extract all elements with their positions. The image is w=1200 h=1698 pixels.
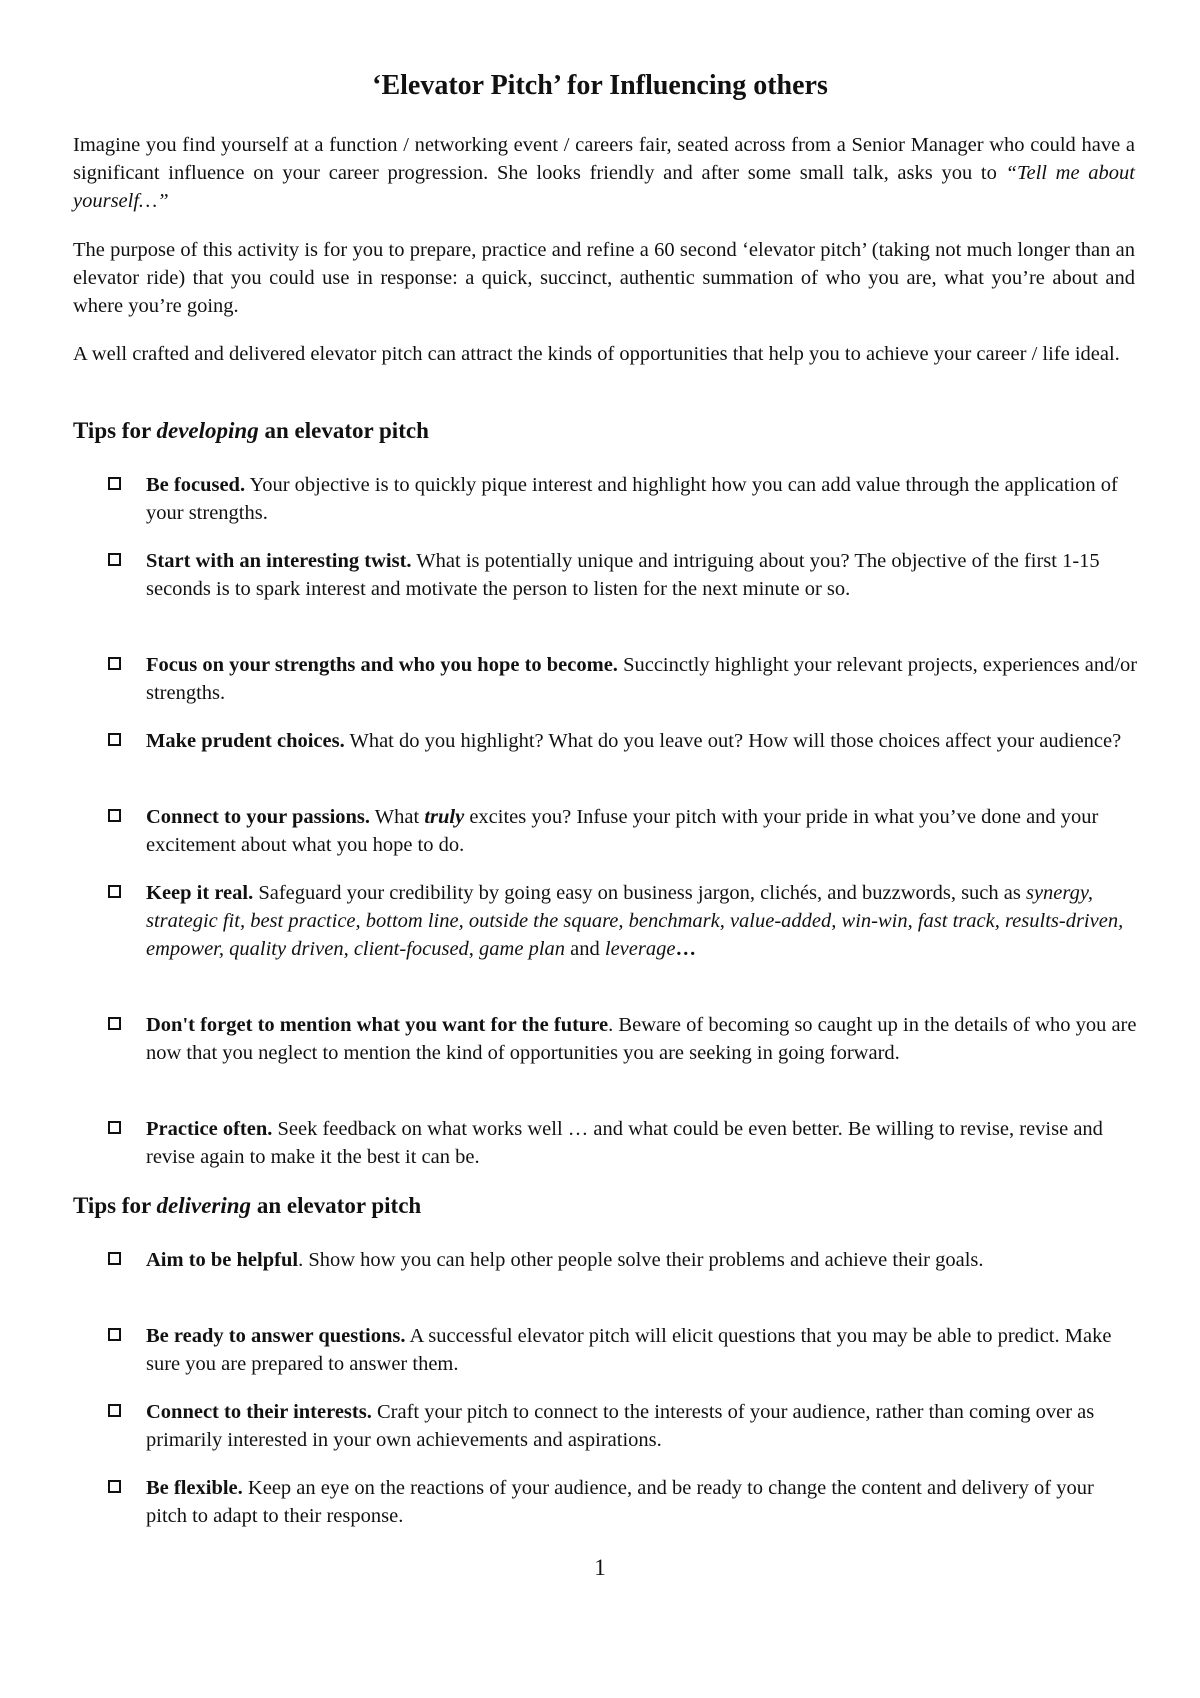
checkbox-icon — [108, 1252, 121, 1265]
tip-title: Don't forget to mention what you want for the future — [146, 1014, 609, 1036]
tip-title: Be flexible. — [146, 1477, 243, 1499]
tip-text-cont: and — [565, 938, 605, 960]
tip-title: Be focused. — [146, 474, 246, 496]
tip-buzzword-leverage: leverage — [604, 938, 676, 960]
developing-heading-emphasis: developing — [156, 418, 259, 443]
developing-tip-4 — [108, 727, 1138, 755]
developing-tip-6 — [108, 879, 1138, 963]
tip-text: A successful elevator pitch will elicit questions that you may be able to predict. Make sure you are prepared to answer them. — [146, 1325, 1112, 1375]
tip-title: Connect to their interests. — [146, 1401, 372, 1423]
tip-title: Aim to be helpful — [146, 1249, 299, 1271]
checkbox-icon — [108, 1328, 121, 1341]
checkbox-icon — [108, 657, 121, 670]
tip-title: Connect to your passions. — [146, 806, 371, 828]
checkbox-icon — [108, 1404, 121, 1417]
developing-heading-suffix: an elevator pitch — [258, 418, 429, 443]
intro-paragraph-1-text: Imagine you find yourself at a function / networking event / careers fair, seated across from a Senior Manager who could have a significant influence on your career progression. She looks friendly and after some small talk, asks you to — [73, 134, 1135, 184]
tip-emphasis: truly — [424, 806, 465, 828]
checkbox-icon — [108, 1480, 121, 1493]
developing-heading — [73, 418, 429, 444]
checkbox-icon — [108, 1121, 121, 1134]
tip-ellipsis: … — [675, 938, 696, 960]
tip-title: Be ready to answer questions. — [146, 1325, 406, 1347]
tip-title: Start with an interesting twist. — [146, 550, 412, 572]
checkbox-icon — [108, 1017, 121, 1030]
tip-text: . Beware of becoming so caught up in the details of who you are now that you neglect to mention the kind of opportunities you are seeking in going forward. — [146, 1014, 1137, 1064]
intro-quote: “Tell me about yourself…” — [73, 162, 1135, 212]
tip-text-cont: excites you? Infuse your pitch with your pride in what you’ve done and your excitement about what you hope to do. — [146, 806, 1099, 856]
delivering-heading — [73, 1193, 421, 1219]
tip-text: Keep an eye on the reactions of your audience, and be ready to change the content and delivery of your pitch to adapt to their response. — [146, 1477, 1094, 1527]
delivering-heading-prefix: Tips for — [73, 1193, 157, 1218]
checkbox-icon — [108, 885, 121, 898]
tip-text: What do you highlight? What do you leave out? How will those choices affect your audience? — [344, 730, 1122, 752]
tip-text: Succinctly highlight your relevant projects, experiences and/or strengths. — [146, 654, 1138, 704]
checkbox-icon — [108, 733, 121, 746]
checkbox-icon — [108, 477, 121, 490]
checkbox-icon — [108, 809, 121, 822]
tip-title: Keep it real. — [146, 882, 254, 904]
delivering-tip-3 — [108, 1398, 1138, 1454]
tip-title: Make prudent choices. — [146, 730, 345, 752]
tip-title: Focus on your strengths and who you hope to become. — [146, 654, 618, 676]
developing-tip-3 — [108, 651, 1138, 707]
developing-tip-2 — [108, 547, 1138, 603]
tip-text: Safeguard your credibility by going easy on business jargon, clichés, and buzzwords, such as — [253, 882, 1026, 904]
intro-paragraph-1 — [73, 131, 1135, 215]
intro-paragraph-2: The purpose of this activity is for you to prepare, practice and refine a 60 second ‘elevator pitch’ (taking not much longer than an elevator ride) that you could use in response: a quick, succinct, authentic summation of who you are, what you’re about and where you’re going. — [73, 239, 1135, 317]
page-number: 1 — [594, 1555, 606, 1580]
developing-tip-8 — [108, 1115, 1138, 1171]
delivering-heading-emphasis: delivering — [156, 1193, 252, 1218]
tip-text: Seek feedback on what works well … and what could be even better. Be willing to revise, revise and revise again to make it the best it can be. — [146, 1118, 1103, 1168]
tip-text: Craft your pitch to connect to the interests of your audience, rather than coming over as primarily interested in your own achievements and aspirations. — [146, 1401, 1095, 1451]
developing-tip-1 — [108, 471, 1138, 527]
checkbox-icon — [108, 553, 121, 566]
delivering-tip-4 — [108, 1474, 1138, 1530]
tip-text: . Show how you can help other people solve their problems and achieve their goals. — [298, 1249, 984, 1271]
developing-tip-5 — [108, 803, 1138, 859]
tip-text: What is potentially unique and intriguing about you? The objective of the first 1-15 seconds is to spark interest and motivate the person to listen for the next minute or so. — [146, 550, 1100, 600]
intro-paragraph-3: A well crafted and delivered elevator pitch can attract the kinds of opportunities that help you to achieve your career / life ideal. — [73, 343, 1120, 365]
tip-text: What — [370, 806, 425, 828]
page-title: ‘Elevator Pitch’ for Influencing others — [372, 70, 828, 101]
delivering-tip-2 — [108, 1322, 1138, 1378]
delivering-heading-suffix: an elevator pitch — [251, 1193, 422, 1218]
tip-text: Your objective is to quickly pique interest and highlight how you can add value through the application of your strengths. — [146, 474, 1118, 524]
delivering-tip-1 — [108, 1246, 1138, 1274]
tip-title: Practice often. — [146, 1118, 273, 1140]
tip-buzzwords: synergy, strategic fit, best practice, bottom line, outside the square, benchmark, value-added, win-win, fast track, results-driven, empower, quality driven, client-focused, game plan — [146, 882, 1124, 960]
developing-tip-7 — [108, 1011, 1138, 1067]
developing-heading-prefix: Tips for — [73, 418, 157, 443]
